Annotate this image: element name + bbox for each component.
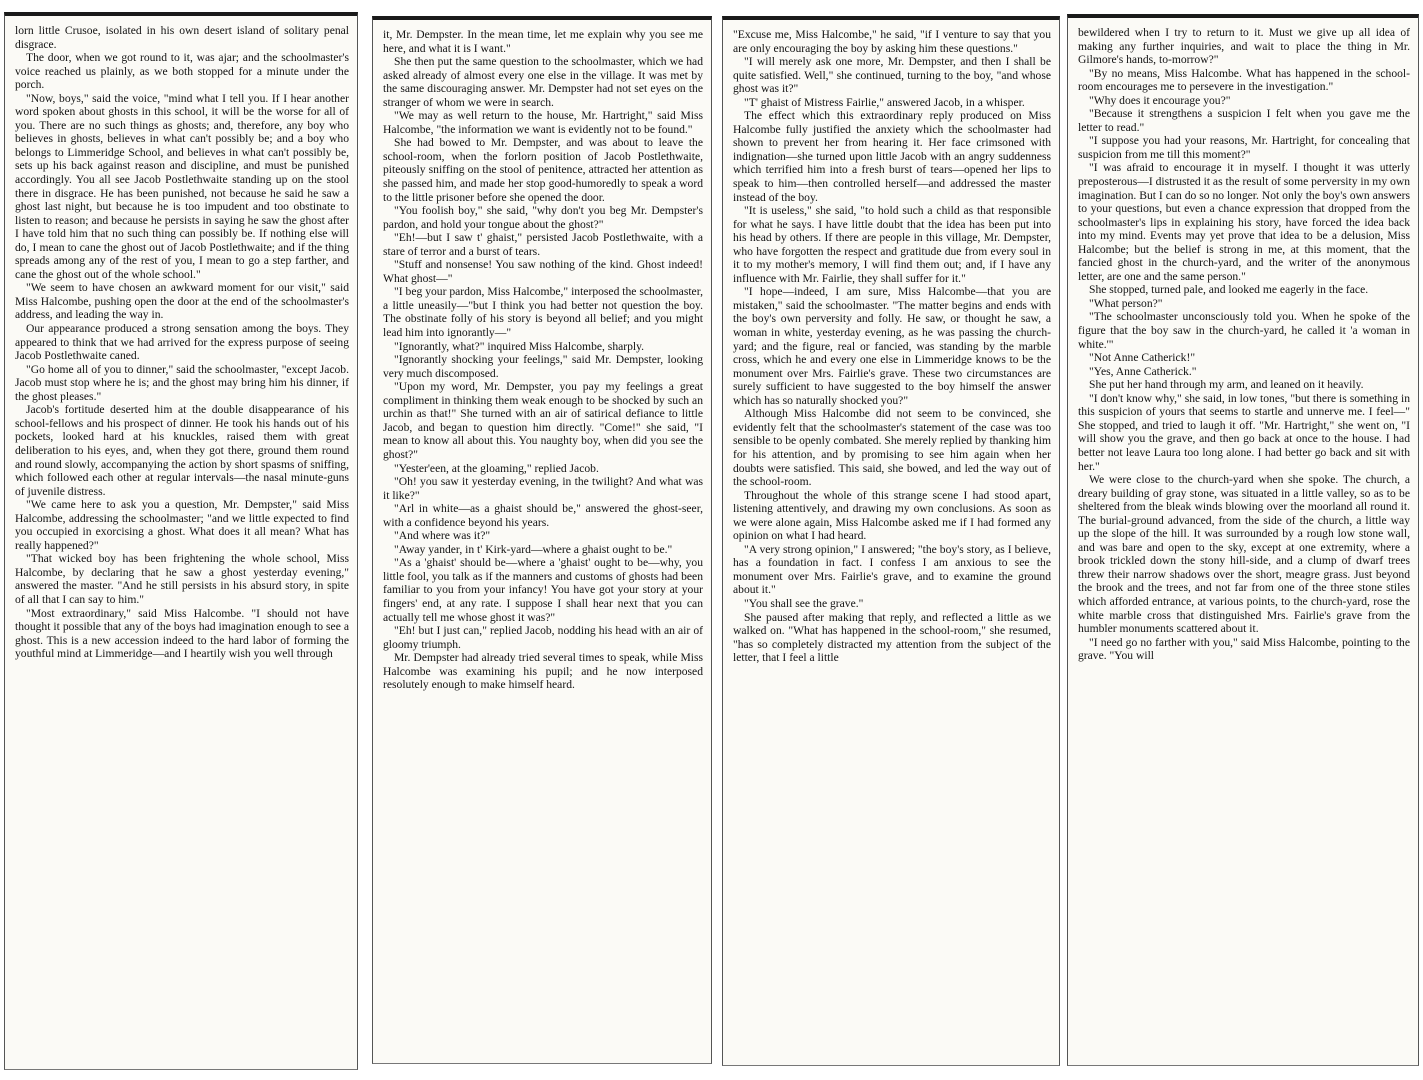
paragraph: "Not Anne Catherick!" xyxy=(1089,351,1196,365)
paragraph: The door, when we got round to it, was ajar; and the schoolmaster's voice reached us plainly, as we both stopped for a minute under the porch. xyxy=(15,51,349,92)
paragraph: The effect which this extraordinary reply produced on Miss Halcombe fully justified the anxiety which the schoolmaster had shown to prevent her from hearing it. Her face crimsoned with indignation—she turned upon little Jacob with an angry suddenness which terrified him into a fresh burst of tears—opened her lips to speak to him—then controlled herself—and addressed the master instead of the boy. xyxy=(733,109,1051,204)
paragraph: "I beg your pardon, Miss Halcombe," interposed the schoolmaster, a little uneasily—"but I think you had better not question the boy. The obstinate folly of his story is beyond all belief; and you might lead him into ignorantly—" xyxy=(383,285,703,340)
paragraph: "By no means, Miss Halcombe. What has happened in the school-room encourages me to persevere in the investigation." xyxy=(1078,66,1410,94)
paragraph: "Oh! you saw it yesterday evening, in the twilight? And what was it like?" xyxy=(383,475,703,502)
paragraph: "Upon my word, Mr. Dempster, you pay my feelings a great compliment in thinking them weak enough to be shocked by such an urchin as that!" She turned with an air of satirical defiance to little Jacob, and began to question him directly. "Come!" she said, "I mean to know all about this. You naughty boy, when did you see the ghost?" xyxy=(383,380,703,461)
paragraph: She put her hand through my arm, and leaned on it heavily. xyxy=(1089,378,1364,392)
paragraph: "And where was it?" xyxy=(394,529,491,543)
paragraph: Our appearance produced a strong sensation among the boys. They appeared to think that we had arrived for the express purpose of seeing Jacob Postlethwaite caned. xyxy=(15,322,349,363)
paragraph: "Away yander, in t' Kirk-yard—where a ghaist ought to be." xyxy=(394,542,673,556)
paragraph: "Eh!—but I saw t' ghaist," persisted Jacob Postlethwaite, with a stare of terror and a burst of tears. xyxy=(383,231,703,258)
paragraph: "That wicked boy has been frightening the whole school, Miss Halcombe, by declaring that he saw a ghost yesterday evening," answered the master. "And he still persists in his absurd story, in spite of all that I can say to him." xyxy=(15,552,349,606)
paragraph: "We seem to have chosen an awkward moment for our visit," said Miss Halcombe, pushing open the door at the end of the schoolmaster's address, and leading the way in. xyxy=(15,281,349,322)
paragraph: Although Miss Halcombe did not seem to be convinced, she evidently felt that the schoolmaster's statement of the case was too sensible to be openly combated. She merely replied by thanking him for his attention, and by promising to see him again when her doubts were satisfied. This said, she bowed, and led the way out of the school-room. xyxy=(733,407,1051,489)
paragraph: "You shall see the grave." xyxy=(744,596,864,610)
paragraph: "We may as well return to the house, Mr. Hartright," said Miss Halcombe, "the information we want is evidently not to be found." xyxy=(383,109,703,136)
text-column-1 xyxy=(4,12,358,1070)
paragraph: "Stuff and nonsense! You saw nothing of the kind. Ghost indeed! What ghost—" xyxy=(383,258,703,285)
paragraph: "I hope—indeed, I am sure, Miss Halcombe—that you are mistaken," said the schoolmaster. "The matter begins and ends with the boy's own perversity and folly. He saw, or thought he saw, a woman in white, yesterday evening, as he was passing the church-yard; and the figure, real or fancied, was standing by the marble cross, which he and every one else in Limmeridge knows to be the monument over Mrs. Fairlie's grave. These two circumstances are surely sufficient to have suggested to the boy himself the answer which has so naturally shocked you?" xyxy=(733,285,1051,407)
paragraph: "Eh! but I just can," replied Jacob, nodding his head with an air of gloomy triumph. xyxy=(383,624,703,651)
paragraph: She had bowed to Mr. Dempster, and was about to leave the school-room, when the forlorn position of Jacob Postlethwaite, piteously sniffing on the stool of penitence, attracted her attention as she passed him, and made her stop good-humoredly to speak a word to the little prisoner before she opened the door. xyxy=(383,136,703,204)
paragraph: "Most extraordinary," said Miss Halcombe. "I should not have thought it possible that any of the boys had imagination enough to see a ghost. This is a new accession indeed to the hard labor of forming the youthful mind at Limmeridge—and I heartily wish you well through xyxy=(15,606,349,661)
paragraph: "I suppose you had your reasons, Mr. Hartright, for concealing that suspicion from me till this moment?" xyxy=(1078,134,1410,161)
paragraph: "Excuse me, Miss Halcombe," he said, "if I venture to say that you are only encouraging the boy by asking him these questions." xyxy=(733,28,1051,55)
paragraph: "What person?" xyxy=(1089,296,1163,310)
paragraph: "Ignorantly shocking your feelings," said Mr. Dempster, looking very much discomposed. xyxy=(383,353,703,380)
paragraph: "I need go no farther with you," said Miss Halcombe, pointing to the grave. "You will xyxy=(1078,635,1410,663)
paragraph: Jacob's fortitude deserted him at the double disappearance of his school-fellows and his prospect of dinner. He took his hands out of his pockets, looked hard at his knuckles, raised them with great deliberation to his eyes, and, when they got there, ground them round and round slowly, accompanying the action by short spasms of sniffing, which followed each other at regular intervals—the nasal minute-guns of juvenile distress. xyxy=(15,403,349,498)
paragraph: "It is useless," she said, "to hold such a child as that responsible for what he says. I have little doubt that the idea has been put into his head by others. If there are people in this village, Mr. Dempster, who have forgotten the respect and gratitude due from every soul in it to my mother's memory, I will find them out; and, if I have any influence with Mr. Fairlie, they shall suffer for it." xyxy=(733,204,1051,285)
paragraph: "Ignorantly, what?" inquired Miss Halcombe, sharply. xyxy=(394,339,645,353)
paragraph: "We came here to ask you a question, Mr. Dempster," said Miss Halcombe, addressing the schoolmaster; "and we little expected to find you occupied in exorcising a ghost. What does it all mean? What has really happened?" xyxy=(15,498,349,552)
paragraph: We were close to the church-yard when she spoke. The church, a dreary building of gray stone, was situated in a little valley, so as to be sheltered from the bleak winds blowing over the moorland all round it. The burial-ground advanced, from the side of the church, a little way up the slope of the hill. It was surrounded by a rough low stone wall, and was bare and open to the sky, except at one extremity, where a brook trickled down the stony hill-side, and a clump of dwarf trees threw their narrow shadows over the short, meagre grass. Just beyond the brook and the trees, and not far from one of the three stone stiles which afforded entrance, at various points, to the church-yard, rose the white marble cross that distinguished Mrs. Fairlie's grave from the humbler monuments scattered about it. xyxy=(1078,473,1410,636)
paragraph: "Arl in white—as a ghaist should be," answered the ghost-seer, with a confidence beyond his years. xyxy=(383,502,703,529)
text-column-4 xyxy=(1067,14,1419,1066)
paragraph: lorn little Crusoe, isolated in his own desert island of solitary penal disgrace. xyxy=(15,24,349,51)
paragraph: She stopped, turned pale, and looked me eagerly in the face. xyxy=(1089,283,1369,297)
paragraph: "As a 'ghaist' should be—where a 'ghaist' ought to be—why, you little fool, you talk as if the manners and customs of ghosts had been familiar to you from your infancy! You have got your story at your fingers' end, at any rate. I suppose I shall hear next that you can actually tell me whose ghost it was?" xyxy=(383,556,703,624)
paragraph: it, Mr. Dempster. In the mean time, let me explain why you see me here, and what it is I want." xyxy=(383,28,703,55)
paragraph: "Go home all of you to dinner," said the schoolmaster, "except Jacob. Jacob must stop where he is; and the ghost may bring him his dinner, if the ghost pleases." xyxy=(15,362,349,403)
text-column-2 xyxy=(372,16,712,1064)
paragraph: "I don't know why," she said, in low tones, "but there is something in this suspicion of yours that seems to startle and unnerve me. I feel—" She stopped, and tried to laugh it off. "Mr. Hartright," she went on, "I will show you the grave, and then go back at once to the house. I had better not leave Laura too long alone. I had better go back and sit with her." xyxy=(1078,391,1410,473)
paragraph: "I will merely ask one more, Mr. Dempster, and then I shall be quite satisfied. Well," she continued, turning to the boy, "and whose ghost was it?" xyxy=(733,55,1051,96)
paragraph: "Yes, Anne Catherick." xyxy=(1089,364,1197,378)
paragraph: Throughout the whole of this strange scene I had stood apart, listening attentively, and drawing my own conclusions. As soon as we were alone again, Miss Halcombe asked me if I had formed any opinion on what I had heard. xyxy=(733,488,1051,543)
paragraph: "A very strong opinion," I answered; "the boy's story, as I believe, has a foundation in fact. I confess I am anxious to see the monument over Mrs. Fairlie's grave, and to examine the ground about it." xyxy=(733,542,1051,597)
paragraph: "Because it strengthens a suspicion I felt when you gave me the letter to read." xyxy=(1078,107,1410,134)
paragraph: "Yester'een, at the gloaming," replied Jacob. xyxy=(394,461,599,475)
paragraph: "Now, boys," said the voice, "mind what I tell you. If I hear another word spoken about ghosts in this school, it will be the worse for all of you. There are no such things as ghosts; and, therefore, any boy who believes in ghosts, believes in what can't possibly be; and a boy who belongs to Limmeridge School, and believes in what can't possibly be, sets up his back against reason and discipline, and must be punished accordingly. You all see Jacob Postlethwaite standing up on the stool there in disgrace. He has been punished, not because he said he saw a ghost last night, but because he is too impudent and too obstinate to listen to reason; and because he persists in saying he saw the ghost after I have told him that no such thing can possibly be. If nothing else will do, I mean to cane the ghost out of Jacob Postlethwaite; and if the thing spreads among any of the rest of you, I mean to go a step farther, and cane the ghost out of the whole school." xyxy=(15,91,349,281)
paragraph: Mr. Dempster had already tried several times to speak, while Miss Halcombe was examining his pupil; and he now interposed resolutely enough to make himself heard. xyxy=(383,651,703,692)
paragraph: She then put the same question to the schoolmaster, which we had asked already of almost every one else in the village. It was met by the same discouraging answer. Mr. Dempster had not set eyes on the stranger of whom we were in search. xyxy=(383,55,703,109)
paragraph: "T' ghaist of Mistress Fairlie," answered Jacob, in a whisper. xyxy=(744,95,1025,109)
paragraph: "Why does it encourage you?" xyxy=(1089,93,1231,107)
paragraph: "The schoolmaster unconsciously told you. When he spoke of the figure that the boy saw in the church-yard, he called it 'a woman in white.'" xyxy=(1078,310,1410,351)
paragraph: "I was afraid to encourage it in myself. I thought it was utterly preposterous—I distrusted it as the result of some perversity in my own imagination. But I can do so no longer. Not only the boy's own answers to your questions, but even a chance expression that dropped from the schoolmaster's lips in explaining his story, have forced the idea back into my mind. Events may yet prove that idea to be a delusion, Miss Halcombe; but the belief is strong in me, at this moment, that the fancied ghost in the church-yard, and the writer of the anonymous letter, are one and the same person." xyxy=(1078,161,1410,283)
paragraph: She paused after making that reply, and reflected a little as we walked on. "What has happened in the school-room," she resumed, "has so completely distracted my attention from the subject of the letter, that I feel a little xyxy=(733,610,1051,665)
paragraph: bewildered when I try to return to it. Must we give up all idea of making any further inquiries, and wait to place the thing in Mr. Gilmore's hands, to-morrow?" xyxy=(1078,26,1410,67)
text-column-3 xyxy=(722,16,1060,1066)
paragraph: "You foolish boy," she said, "why don't you beg Mr. Dempster's pardon, and hold your tongue about the ghost?" xyxy=(383,204,703,231)
